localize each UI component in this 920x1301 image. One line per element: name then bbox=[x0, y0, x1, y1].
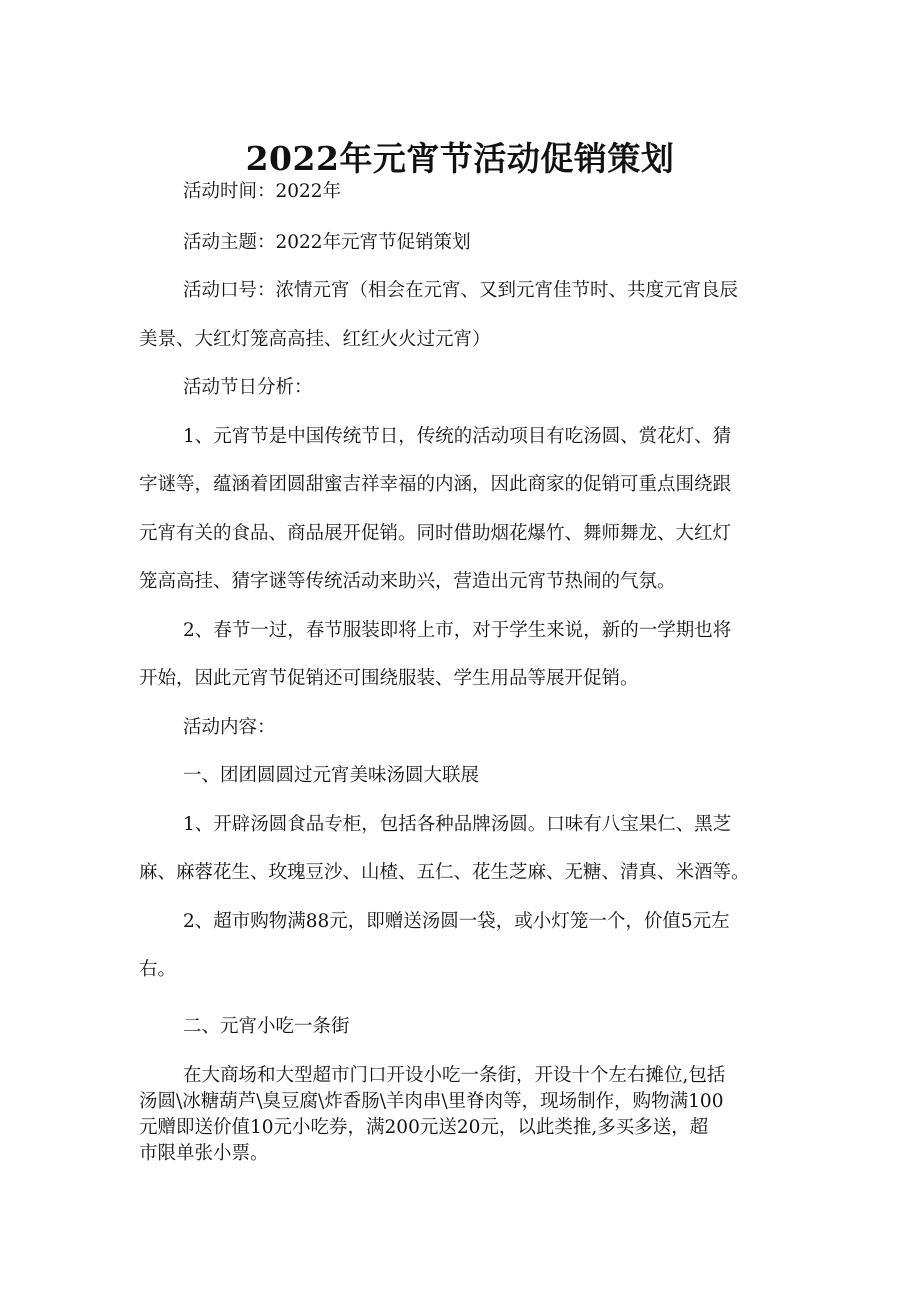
analysis-1-line-3: 元宵有关的食品、商品展开促销。同时借助烟花爆竹、舞师舞龙、大红灯 bbox=[139, 523, 732, 544]
analysis-heading: 活动节日分析： bbox=[183, 377, 313, 398]
section-2-heading: 二、元宵小吃一条街 bbox=[183, 1016, 350, 1037]
section-1-item-1-line-1: 1、开辟汤圆食品专柜，包括各种品牌汤圆。口味有八宝果仁、黑芝 bbox=[183, 814, 732, 835]
activity-time: 活动时间：2022年 bbox=[183, 181, 342, 202]
section-1-heading: 一、团团圆圆过元宵美味汤圆大联展 bbox=[183, 765, 480, 786]
analysis-1-line-1: 1、元宵节是中国传统节日，传统的活动项目有吃汤圆、赏花灯、猜 bbox=[183, 426, 732, 447]
section-1-item-2-line-1: 2、超市购物满88元，即赠送汤圆一袋，或小灯笼一个，价值5元左 bbox=[183, 911, 730, 932]
analysis-1-line-4: 笼高高挂、猜字谜等传统活动来助兴，营造出元宵节热闹的气氛。 bbox=[139, 571, 676, 592]
section-2-paragraph-line-4: 市限单张小票。 bbox=[139, 1143, 269, 1164]
analysis-2-line-2: 开始，因此元宵节促销还可围绕服装、学生用品等展开促销。 bbox=[139, 668, 639, 689]
section-2-paragraph-line-2: 汤圆\冰糖葫芦\臭豆腐\炸香肠\羊肉串\里脊肉等，现场制作，购物满100 bbox=[139, 1091, 724, 1112]
content-heading: 活动内容： bbox=[183, 717, 276, 738]
section-2-paragraph-line-3: 元赠即送价值10元小吃券，满200元送20元，以此类推,多买多送，超 bbox=[139, 1117, 709, 1138]
analysis-1-line-2: 字谜等，蕴涵着团圆甜蜜吉祥幸福的内涵，因此商家的促销可重点围绕跟 bbox=[139, 474, 732, 495]
section-2-paragraph-line-1: 在大商场和大型超市门口开设小吃一条街，开设十个左右摊位,包括 bbox=[183, 1065, 726, 1086]
analysis-2-line-1: 2、春节一过，春节服装即将上市，对于学生来说，新的一学期也将 bbox=[183, 620, 732, 641]
activity-slogan-line-1: 活动口号：浓情元宵（相会在元宵、又到元宵佳节时、共度元宵良辰 bbox=[183, 280, 739, 301]
activity-theme: 活动主题：2022年元宵节促销策划 bbox=[183, 232, 471, 253]
section-1-item-2-line-2: 右。 bbox=[139, 959, 177, 980]
activity-slogan-line-2: 美景、大红灯笼高高挂、红红火火过元宵） bbox=[139, 329, 491, 350]
section-1-item-1-line-2: 麻、麻蓉花生、玫瑰豆沙、山楂、五仁、花生芝麻、无糖、清真、米酒等。 bbox=[139, 862, 750, 883]
document-title: 2022年元宵节活动促销策划 bbox=[245, 139, 675, 179]
